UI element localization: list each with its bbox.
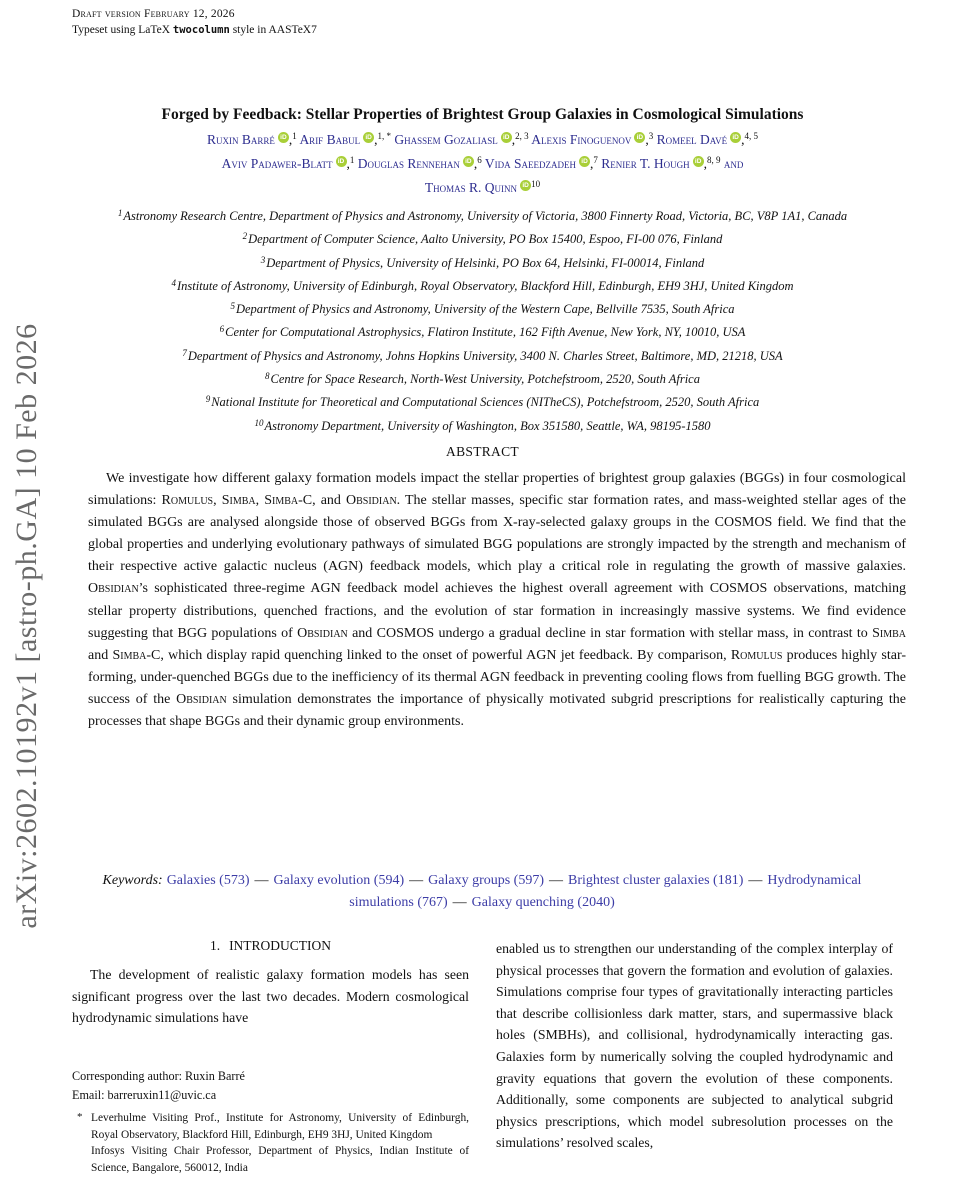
affiliation: $^3$Department of Physics, University of Helsinki, PO Box 64, Helsinki, FI-00014, Finland	[260, 254, 705, 270]
simulation-name: Romulus	[730, 647, 783, 663]
keyword-link[interactable]: Hydrodynamical simulations (767)	[349, 873, 862, 910]
left-column	[72, 938, 469, 1177]
affiliation: $^7$Department of Physics and Astronomy, Johns Hopkins University, 3400 N. Charles Street, Baltimore, MD, 21218, USA	[182, 347, 783, 363]
right-column	[496, 938, 893, 1154]
simulation-name: Simba	[221, 493, 256, 509]
author-name: Renier T. Hough	[601, 156, 690, 171]
author-name: Douglas Rennehan	[357, 156, 460, 171]
author: Ghassem Gozaliasl iD ,$^{2, 3}$	[394, 132, 528, 147]
author: Romeel Davé iD ,$^{4, 5}$	[657, 132, 758, 147]
orcid-icon[interactable]	[693, 156, 704, 167]
page-title: Forged by Feedback: Stellar Properties of Brightest Group Galaxies in Cosmological Simulations	[161, 106, 804, 124]
keyword-link[interactable]: Brightest cluster galaxies (181)	[568, 873, 744, 888]
author: Vida Saeedzadeh iD ,$^7$	[485, 156, 598, 171]
orcid-icon[interactable]	[634, 132, 645, 143]
author-affil-sup: 8, 9	[707, 155, 721, 165]
affiliation: $^8$Centre for Space Research, North-West University, Potchefstroom, 2520, South Africa	[265, 371, 700, 387]
keyword-link[interactable]: Galaxy evolution (594)	[273, 873, 405, 888]
author-affil-sup: 1	[292, 131, 297, 141]
author: Renier T. Hough iD ,$^{8, 9}$	[601, 156, 720, 171]
orcid-icon[interactable]	[463, 156, 474, 167]
author-affil-sup: 6	[477, 155, 482, 165]
affiliation-list	[77, 203, 888, 436]
orcid-icon[interactable]	[278, 132, 289, 143]
draft-version-line: Draft version February 12, 2026	[72, 8, 235, 20]
author-name: Romeel Davé	[656, 132, 728, 147]
author-line-2	[0, 150, 965, 174]
affiliation: $^{10}$Astronomy Department, University of Washington, Box 351580, Seattle, WA, 98195-1580	[254, 417, 711, 433]
author: Alexis Finoguenov iD ,$^3$	[531, 132, 653, 147]
simulation-name: Romulus	[161, 493, 214, 509]
authors-and-label: and	[723, 156, 744, 171]
author-name: Aviv Padawer-Blatt	[221, 156, 333, 171]
footnote-text: Infosys Visiting Chair Professor, Department of Physics, Indian Institute of Science, Bangalore, 560012, India	[91, 1145, 469, 1175]
author: Arif Babul iD ,$^{1, *}$	[299, 132, 391, 147]
author-affil-sup: 3	[648, 131, 654, 141]
author: Ruxin Barré iD ,$^1$	[207, 132, 297, 147]
author-affil-sup: 7	[593, 155, 598, 165]
author-name: Vida Saeedzadeh	[484, 156, 577, 171]
author-name: Arif Babul	[299, 132, 361, 147]
abstract-heading: ABSTRACT	[446, 444, 519, 459]
intro-paragraph-left: The development of realistic galaxy formation models has seen significant progress over the last two decades. Modern cosmological hydrodynamic simulations have	[72, 967, 469, 1026]
author-list	[0, 126, 965, 198]
footnote-marker: *	[77, 1110, 83, 1123]
author: Aviv Padawer-Blatt iD ,$^1$	[222, 156, 355, 171]
footnote-block	[72, 1067, 469, 1177]
keyword-link[interactable]: Galaxy quenching (2040)	[471, 895, 615, 910]
orcid-icon[interactable]	[363, 132, 374, 143]
author-affil-sup: 2, 3	[515, 131, 529, 141]
typeset-line	[72, 22, 317, 38]
keyword-link[interactable]: Galaxies (573)	[166, 873, 250, 888]
typeset-pre: Typeset using LaTeX	[72, 24, 173, 36]
affiliation: $^9$National Institute for Theoretical and Computational Sciences (NITheCS), Potchefstroom, 2520, South Africa	[205, 394, 760, 410]
author-affil-sup: 1, *	[377, 131, 391, 141]
simulation-name: Obsidian	[88, 581, 139, 597]
orcid-icon[interactable]	[579, 156, 590, 167]
footnote-text: Leverhulme Visiting Prof., Institute for Astronomy, University of Edinburgh, Royal Observatory, Blackford Hill, Edinburgh, EH9 3HJ, United Kingdom	[91, 1111, 469, 1141]
author-affil-sup: 1	[349, 155, 355, 165]
author-line-1	[0, 126, 965, 150]
keywords-label: Keywords:	[102, 873, 163, 888]
author	[425, 180, 540, 195]
affiliation: $^4$Institute of Astronomy, University of Edinburgh, Royal Observatory, Blackford Hill, Edinburgh, EH9 3HJ, United Kingdom	[171, 277, 794, 293]
intro-paragraph-right: enabled us to strengthen our understanding of the complex interplay of physical processes that govern the formation and evolution of galaxies. Simulations comprise four types of gravitationally interacting particles that describe collisionless dark matter, stars, and supermassive black holes (SMBHs), and collisional, hydrodynamically interacting gas. Galaxies form by numerically solving the coupled hydrodynamic and gravity equations that govern the evolution of these components. Additionally, some components are subjected to analytical subgrid physics prescriptions, which model subresolution processes on the simulations’ resolved scales,	[496, 941, 893, 1151]
author-name: Alexis Finoguenov	[531, 132, 632, 147]
affiliation: $^6$Center for Computational Astrophysics, Flatiron Institute, 162 Fifth Avenue, New York, NY, 10010, USA	[219, 324, 746, 340]
simulation-name: Obsidian	[176, 691, 227, 707]
simulation-name: Obsidian	[346, 493, 397, 509]
author-name: Ghassem Gozaliasl	[394, 132, 498, 147]
author-line-3	[0, 174, 965, 198]
star-footnote	[72, 1110, 469, 1177]
simulation-name: Simba	[872, 625, 906, 641]
email-line[interactable]: Email: barreruxin11@uvic.ca	[72, 1088, 217, 1103]
typeset-style-name: twocolumn	[172, 24, 230, 36]
typeset-post: style in AASTeX7	[229, 24, 317, 36]
affiliation: $^5$Department of Physics and Astronomy, University of the Western Cape, Bellville 7535, South Africa	[230, 301, 735, 317]
keywords: Keywords: Galaxies (573) — Galaxy evolution (594) — Galaxy groups (597) — Brightest cluster galaxies (181) — Hydrodynamical simulations (767) — Galaxy quenching (2040)	[102, 873, 862, 910]
section-heading-introduction: 1. INTRODUCTION	[209, 938, 332, 953]
simulation-name: Simba-C	[264, 493, 313, 509]
author: Douglas Rennehan iD ,$^6$	[358, 156, 482, 171]
simulation-name: Simba-C	[112, 647, 161, 663]
affiliation: $^2$Department of Computer Science, Aalto University, PO Box 15400, Espoo, FI-00 076, Finland	[242, 231, 723, 247]
draft-header	[72, 6, 317, 38]
abstract-text: We investigate how different galaxy formation models impact the stellar properties of brightest group galaxies (BGGs) in four cosmological simulations: Romulus, Simba, Simba-C, and Obsidian. The stellar masses, specific star formation rates, and mass-weighted stellar ages of the simulated BGGs are analysed alongside those of observed BGGs from X-ray-selected galaxy groups in the COSMOS field. We find that the global properties and underlying evolutionary pathways of simulated BGG populations are strongly impacted by the strength and mechanism of their respective active galactic nucleus (AGN) feedback models, which play a critical role in regulating the growth of massive galaxies. Obsidian’s sophisticated three-regime AGN feedback model achieves the highest overall agreement with COSMOS observations, matching stellar property distributions, quenched fractions, and the evolution of star formation in increasingly massive systems. We find evidence suggesting that BGG populations of Obsidian and COSMOS undergo a gradual decline in star formation with stellar mass, in contrast to Simba and Simba-C, which display rapid quenching linked to the onset of powerful AGN jet feedback. By comparison, Romulus produces highly star-forming, under-quenched BGGs due to the inefficiency of its thermal AGN feedback in preventing cooling flows from fuelling BGG growth. The success of the Obsidian simulation demonstrates the importance of physically motivated subgrid prescriptions for realistically capturing the processes that shape BGGs and their dynamic group environments.	[88, 471, 907, 730]
corresponding-author-line: Corresponding author: Ruxin Barré	[72, 1068, 245, 1083]
affiliation: $^1$Astronomy Research Centre, Department of Physics and Astronomy, University of Victoria, 3800 Finnerty Road, Victoria, BC, V8P 1A1, Canada	[117, 208, 848, 223]
orcid-icon[interactable]	[730, 132, 741, 143]
author-name: Ruxin Barré	[207, 132, 275, 147]
author-affil-sup: 4, 5	[744, 131, 758, 141]
simulation-name: Obsidian	[297, 625, 348, 641]
author-affil-sup: 10	[531, 179, 541, 189]
keyword-link[interactable]: Galaxy groups (597)	[428, 873, 545, 888]
orcid-icon[interactable]	[520, 180, 531, 191]
author-name: Thomas R. Quinn	[424, 180, 518, 195]
arxiv-watermark: arXiv:2602.10192v1 [astro-ph.GA] 10 Feb 2026	[10, 323, 43, 929]
orcid-icon[interactable]	[336, 156, 347, 167]
orcid-icon[interactable]	[501, 132, 512, 143]
